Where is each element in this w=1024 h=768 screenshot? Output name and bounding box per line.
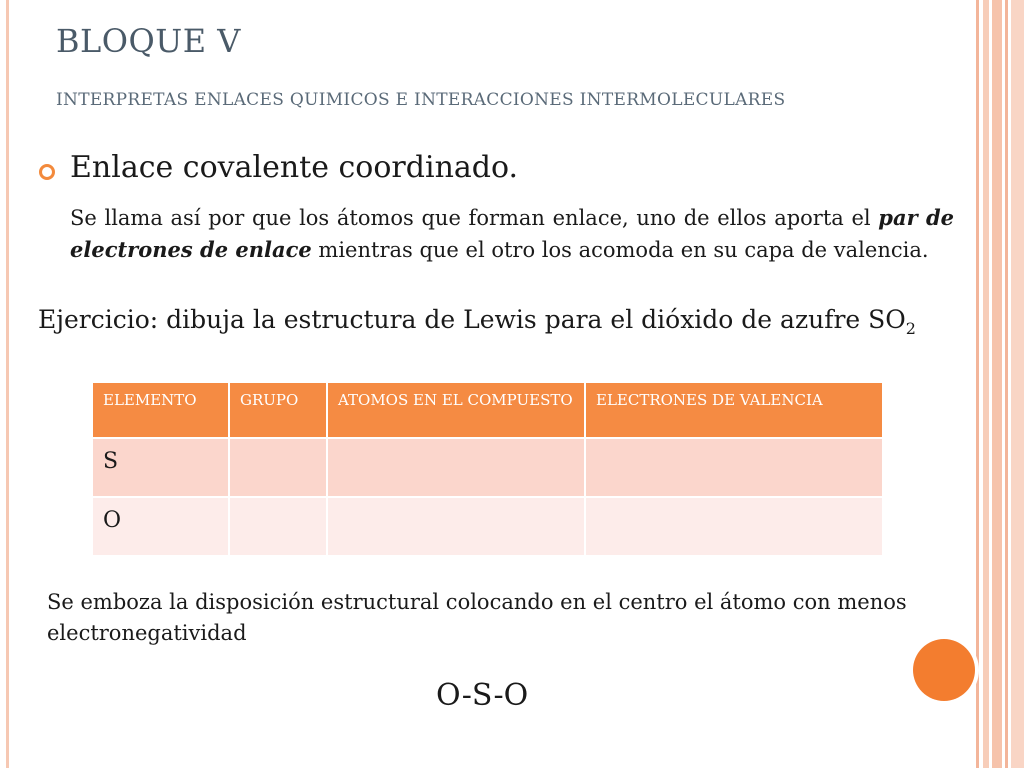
- table-header-row: [93, 383, 883, 438]
- section-heading: Enlace covalente coordinado.: [70, 150, 519, 185]
- slide-subtitle: INTERPRETAS ENLACES QUIMICOS E INTERACCIONES INTERMOLECULARES: [56, 90, 786, 110]
- decor-stripe: [992, 0, 1002, 768]
- structure-note: Se emboza la disposición estructural colocando en el centro el átomo con menos electronegatividad: [47, 590, 907, 645]
- exercise-subscript: 2: [905, 319, 916, 338]
- table-cell: O: [93, 497, 229, 556]
- bullet-circle-icon: [39, 164, 55, 180]
- exercise-text: Ejercicio: dibuja la estructura de Lewis para el dióxido de azufre SO: [38, 305, 906, 334]
- column-header: ATOMOS EN EL COMPUESTO: [327, 383, 585, 438]
- decor-stripe: [976, 0, 979, 768]
- lewis-formula: O-S-O: [436, 678, 529, 713]
- table-row: [93, 497, 883, 556]
- definition-paragraph: [70, 202, 954, 266]
- table-cell: [327, 438, 585, 497]
- decor-stripe: [1005, 0, 1008, 768]
- table-cell: [585, 497, 883, 556]
- exercise-prompt: [38, 305, 916, 338]
- table-cell: [229, 497, 327, 556]
- column-header: ELECTRONES DE VALENCIA: [585, 383, 883, 438]
- paragraph-emphasis: par de electrones de enlace: [70, 205, 954, 262]
- column-header: ELEMENTO: [93, 383, 229, 438]
- table-cell: [229, 438, 327, 497]
- decor-stripe: [1011, 0, 1024, 768]
- paragraph-text: mientras que el otro los acomoda en su capa de valencia.: [311, 238, 929, 262]
- table-cell: [585, 438, 883, 497]
- left-border: [6, 0, 9, 768]
- table-cell: [327, 497, 585, 556]
- table-cell: S: [93, 438, 229, 497]
- column-header: GRUPO: [229, 383, 327, 438]
- element-table: [93, 383, 884, 557]
- slide-title: BLOQUE V: [56, 22, 241, 60]
- decor-circle: [913, 639, 975, 701]
- table-row: [93, 438, 883, 497]
- paragraph-text: Se llama así por que los átomos que forman enlace, uno de ellos aporta el: [70, 206, 879, 230]
- decor-stripe: [983, 0, 989, 768]
